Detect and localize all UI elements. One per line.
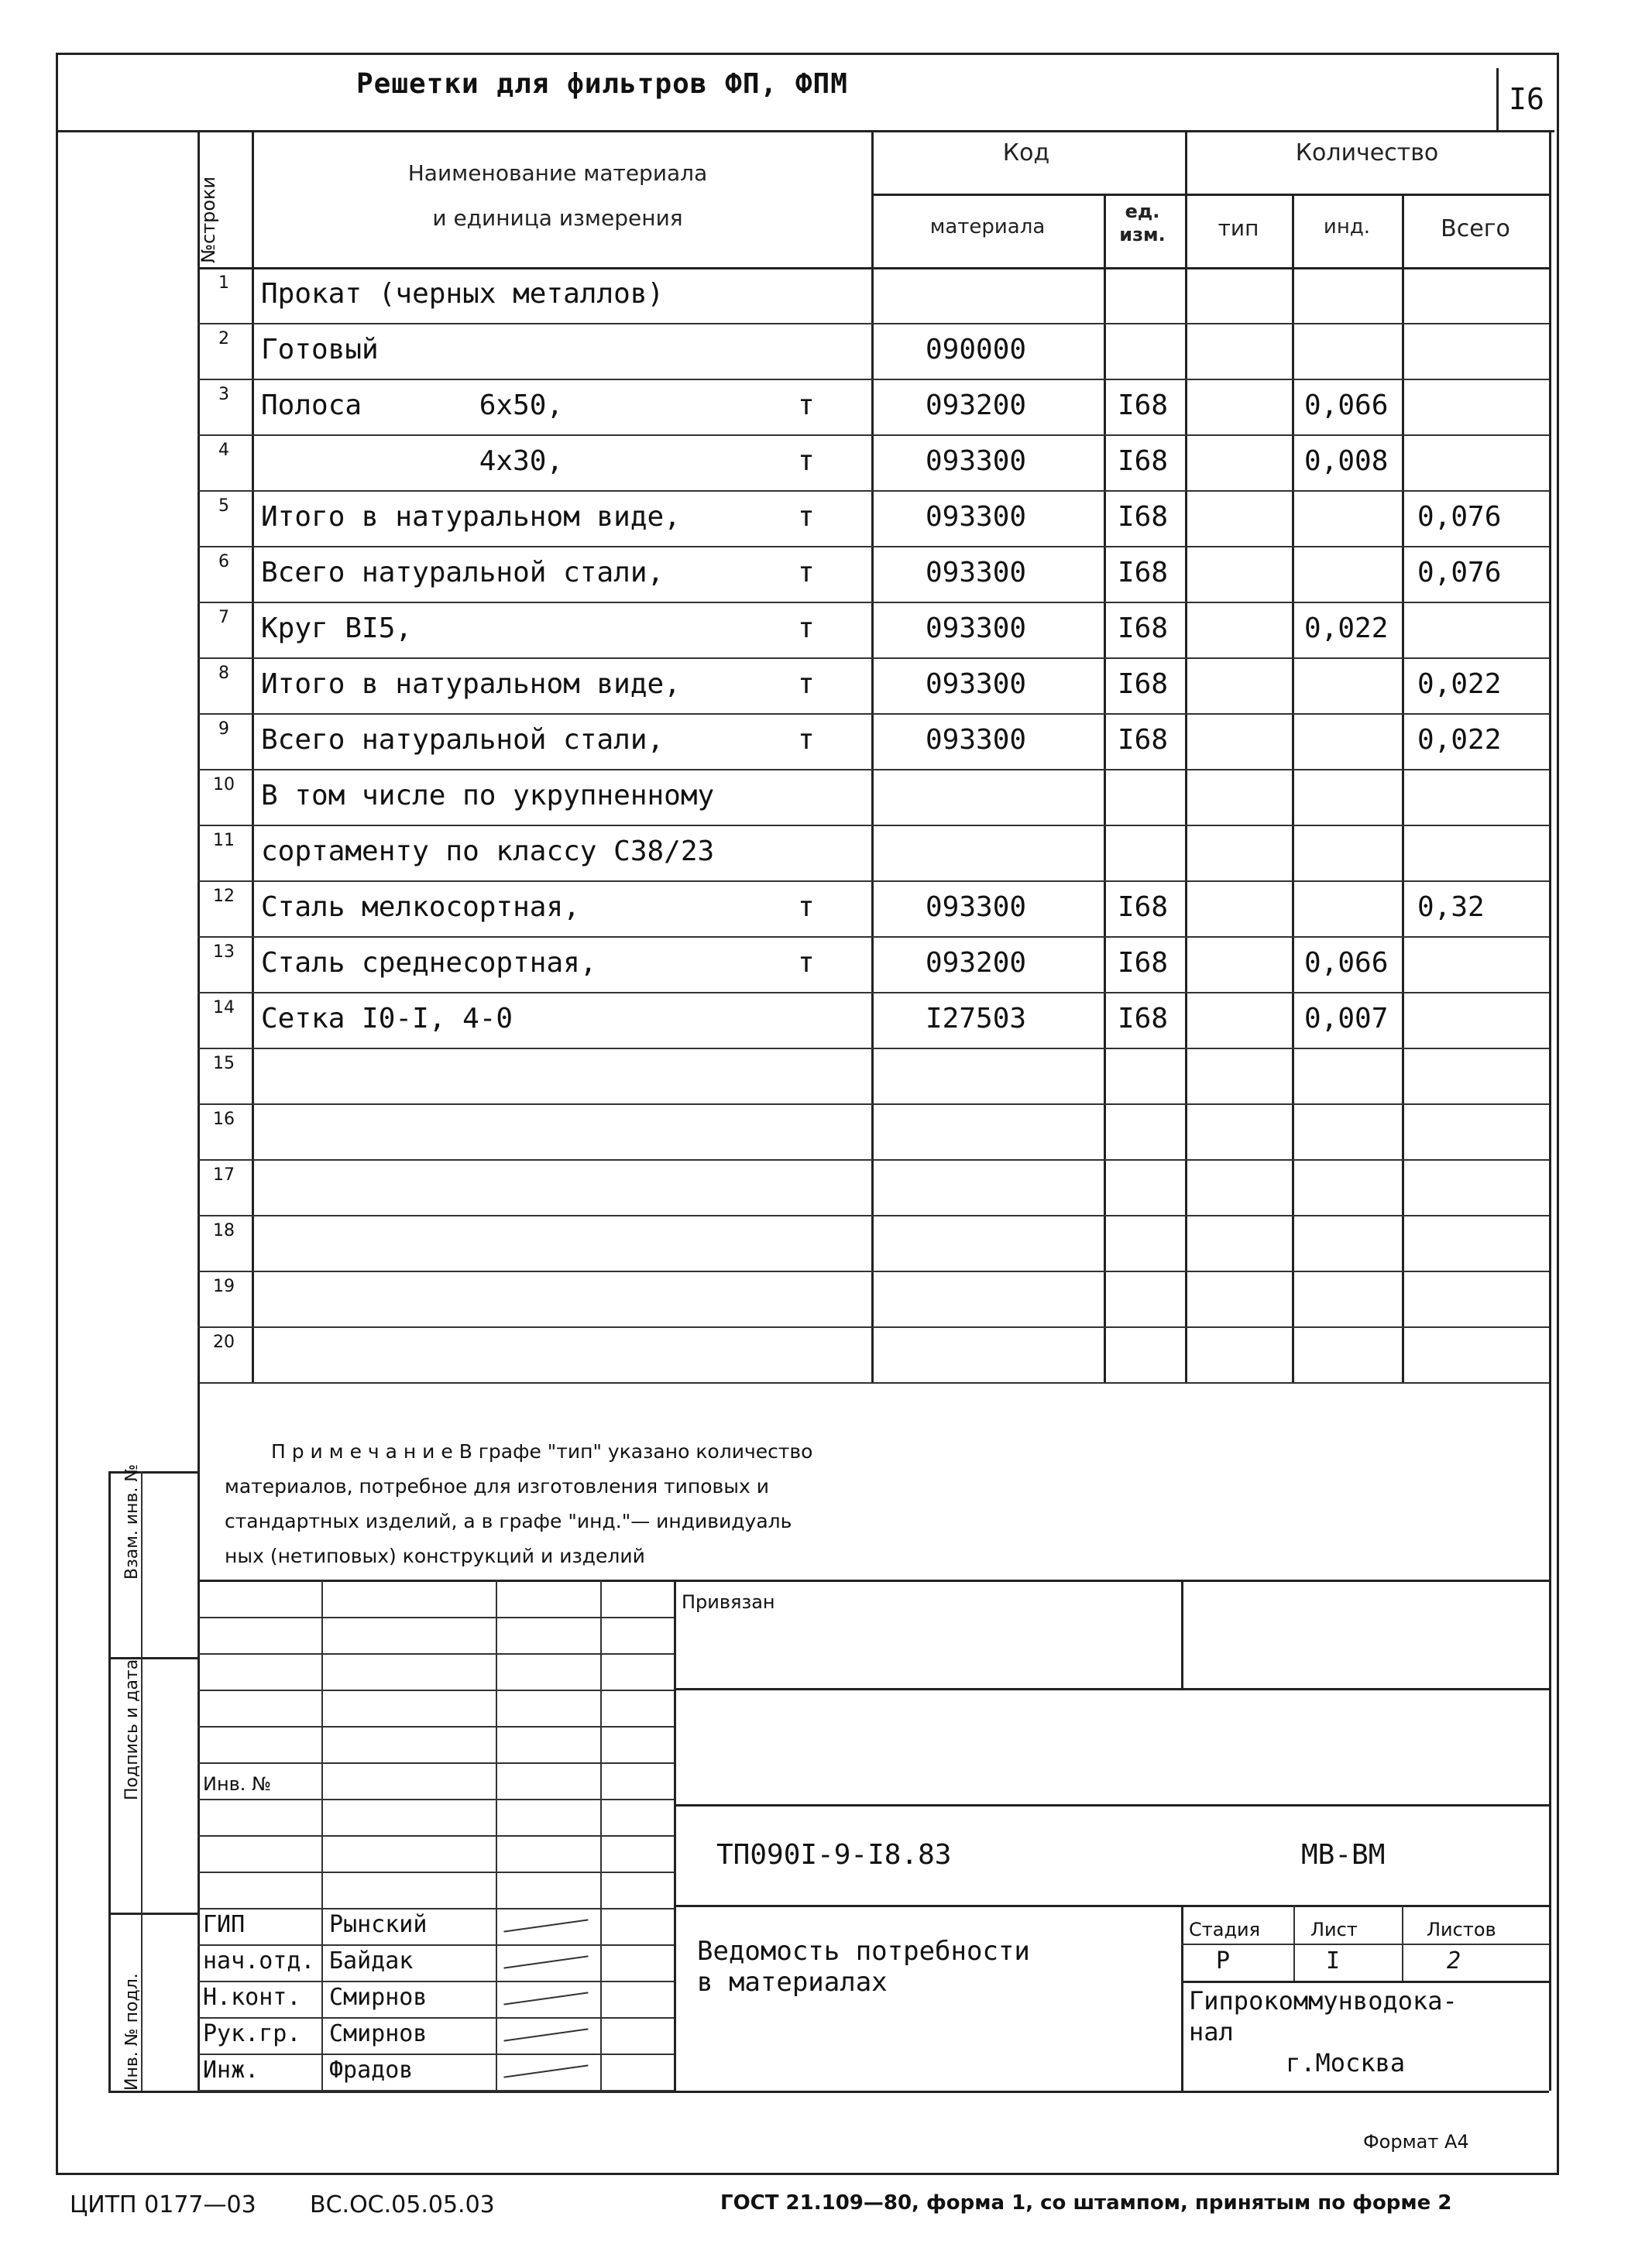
- row-number: 3: [218, 385, 229, 404]
- row-code: I27503: [926, 1003, 1027, 1034]
- table-row: [0, 769, 1628, 825]
- stamp-person-name: Байдак: [329, 1947, 414, 1975]
- row-unit-code: I68: [1118, 445, 1169, 477]
- stamp-sig-row: [197, 1944, 674, 1946]
- header-code: Код: [1002, 139, 1050, 166]
- header-code-material: материала: [929, 215, 1046, 238]
- stamp-person-name: Смирнов: [329, 1984, 428, 2011]
- stamp-doc-title-2: в материалах: [697, 1967, 888, 1998]
- stamp-sig-row: [197, 1835, 674, 1837]
- table-row: [0, 602, 1628, 657]
- row-name: сортаменту по классу С38/23: [261, 835, 715, 867]
- page-number: I6: [1496, 68, 1554, 130]
- row-code: 093200: [926, 947, 1027, 979]
- row-unit: т: [798, 612, 815, 644]
- stamp-sig-row: [197, 1872, 674, 1873]
- stamp-city: г.Москва: [1286, 2048, 1406, 2078]
- row-number: 13: [213, 942, 235, 962]
- row-name: Итого в натуральном виде,: [261, 501, 681, 533]
- row-code: 093200: [926, 389, 1027, 421]
- row-ind: 0,007: [1304, 1003, 1389, 1034]
- table-row: [0, 1103, 1628, 1159]
- grid-row-line: [197, 1382, 1549, 1384]
- table-row: [0, 1159, 1628, 1215]
- row-code: 093300: [926, 724, 1027, 756]
- row-number: 7: [218, 608, 229, 627]
- row-total: 0,076: [1417, 557, 1502, 588]
- footer-format: Формат А4: [1363, 2131, 1469, 2153]
- table-row: [0, 992, 1628, 1048]
- note-line-3: стандартных изделий, а в графе "инд."— индивидуаль: [225, 1510, 792, 1532]
- row-unit: т: [798, 389, 815, 421]
- row-unit: т: [798, 724, 815, 756]
- row-total: 0,022: [1417, 668, 1502, 700]
- stamp-line-a: [674, 1688, 1549, 1690]
- side-label-inv-podl: Инв. № подл.: [122, 1973, 142, 2091]
- footer-right: ГОСТ 21.109—80, форма 1, со штампом, принятым по форме 2: [720, 2191, 1452, 2215]
- table-row: [0, 657, 1628, 713]
- stamp-sig-row: [197, 1617, 674, 1618]
- side-label-podp: Подпись и дата: [122, 1659, 142, 1800]
- stamp-person-role: ГИП: [203, 1911, 246, 1938]
- row-unit-code: I68: [1118, 501, 1169, 533]
- table-row: [0, 936, 1628, 992]
- stamp-sheet-code: МВ-ВМ: [1301, 1839, 1386, 1871]
- row-name: Прокат (черных металлов): [261, 278, 665, 310]
- footer-left: ЦИТП 0177—03: [70, 2191, 256, 2218]
- stamp-sig-row: [197, 1981, 674, 1982]
- table-row: [0, 880, 1628, 936]
- stamp-list-value: I: [1326, 1947, 1341, 1975]
- stamp-doc-code: ТП090I-9-I8.83: [716, 1839, 952, 1871]
- stamp-sig-row: [197, 1726, 674, 1728]
- row-unit-code: I68: [1118, 557, 1169, 588]
- stamp-person-name: Рынский: [329, 1911, 428, 1938]
- stamp-list-label: Лист: [1310, 1919, 1358, 1940]
- side-column-split-2: [108, 1913, 197, 1915]
- stamp-sig-row: [197, 1799, 674, 1800]
- note-line-1: П р и м е ч а н и е В графе "тип" указано количество: [271, 1440, 813, 1463]
- row-unit-code: I68: [1118, 612, 1169, 644]
- stamp-person-name: Смирнов: [329, 2020, 428, 2047]
- header-quantity-ind: инд.: [1323, 215, 1371, 238]
- row-code: 093300: [926, 668, 1027, 700]
- row-number: 1: [218, 273, 229, 293]
- header-material-name: Наименование материала и единица измерения: [407, 160, 708, 231]
- row-code: 093300: [926, 612, 1027, 644]
- row-name: Всего натуральной стали,: [261, 557, 665, 588]
- stamp-stage-header-line: [1181, 1944, 1549, 1945]
- stamp-sig-row: [197, 1690, 674, 1691]
- table-row: [0, 546, 1628, 602]
- row-code: 093300: [926, 891, 1027, 923]
- stamp-stage-bottom-line: [1181, 1981, 1549, 1983]
- row-name: Сталь среднесортная,: [261, 947, 597, 979]
- row-unit: т: [798, 557, 815, 588]
- row-name: 4x30,: [261, 445, 564, 477]
- stamp-line-b: [674, 1804, 1549, 1807]
- row-code: 090000: [926, 334, 1027, 365]
- stamp-privyazan-divider: [1181, 1580, 1183, 1688]
- stamp-stage-divider-1: [1293, 1905, 1295, 1981]
- row-name: Полоса 6x50,: [261, 389, 564, 421]
- row-number: 17: [213, 1165, 235, 1185]
- table-row: [0, 1271, 1628, 1326]
- note-line-4: ных (нетиповых) конструкций и изделий: [225, 1545, 645, 1567]
- table-row: [0, 490, 1628, 546]
- stamp-sig-row: [197, 1762, 674, 1764]
- row-total: 0,022: [1417, 724, 1502, 756]
- row-code: 093300: [926, 557, 1027, 588]
- stamp-sig-row: [197, 1653, 674, 1655]
- note-left-line: [197, 1382, 200, 1580]
- row-name: Круг ВI5,: [261, 612, 413, 644]
- row-unit: т: [798, 947, 815, 979]
- table-row: [0, 267, 1628, 323]
- stamp-stadiya-label: Стадия: [1189, 1919, 1261, 1940]
- stamp-privyazan: Привязан: [682, 1591, 775, 1613]
- table-row: [0, 1215, 1628, 1271]
- row-number: 18: [213, 1221, 235, 1240]
- row-number: 4: [218, 441, 229, 460]
- row-number: 14: [213, 998, 235, 1017]
- row-name: Всего натуральной стали,: [261, 724, 665, 756]
- row-number: 2: [218, 329, 229, 348]
- header-quantity-type: тип: [1218, 215, 1259, 241]
- stamp-person-role: Н.конт.: [203, 1984, 301, 2011]
- row-number: 15: [213, 1054, 235, 1073]
- row-code: 093300: [926, 501, 1027, 533]
- stamp-stage-divider-2: [1402, 1905, 1403, 1981]
- row-ind: 0,008: [1304, 445, 1389, 477]
- row-name: Итого в натуральном виде,: [261, 668, 681, 700]
- note-line-2: материалов, потребное для изготовления типовых и: [225, 1475, 769, 1498]
- stamp-org-1: Гипрокоммунводока-: [1189, 1986, 1458, 2016]
- stamp-right-line: [1549, 1580, 1551, 2091]
- table-row: [0, 379, 1628, 434]
- table-row: [0, 434, 1628, 490]
- stamp-main-divider: [674, 1580, 676, 2091]
- side-column-bottom: [108, 2091, 197, 2093]
- stamp-top-line: [197, 1580, 1549, 1582]
- side-column-left: [108, 1471, 111, 2091]
- row-number: 8: [218, 664, 229, 683]
- row-name: Сетка I0-I, 4-0: [261, 1003, 513, 1034]
- row-code: 093300: [926, 445, 1027, 477]
- row-unit: т: [798, 891, 815, 923]
- header-quantity-total: Всего: [1441, 215, 1510, 242]
- row-total: 0,076: [1417, 501, 1502, 533]
- table-row: [0, 713, 1628, 769]
- row-unit: т: [798, 501, 815, 533]
- header-code-unit: ед. изм.: [1119, 201, 1166, 245]
- stamp-sig-row: [197, 2090, 674, 2091]
- table-row: [0, 825, 1628, 880]
- footer-mid: ВС.ОС.05.05.03: [310, 2191, 495, 2218]
- row-unit-code: I68: [1118, 724, 1169, 756]
- row-unit-code: I68: [1118, 891, 1169, 923]
- row-name: Готовый: [261, 334, 379, 365]
- stamp-org-2: нал: [1189, 2017, 1234, 2047]
- stamp-person-role: Рук.гр.: [203, 2020, 301, 2047]
- row-number: 9: [218, 719, 229, 739]
- row-unit: т: [798, 445, 815, 477]
- stamp-person-name: Фрадов: [329, 2057, 414, 2084]
- stamp-listov-label: Листов: [1427, 1919, 1496, 1940]
- row-total: 0,32: [1417, 891, 1485, 923]
- row-number: 16: [213, 1110, 235, 1129]
- side-label-vzam: Взам. инв. №: [122, 1463, 142, 1580]
- note-right-line: [1549, 1382, 1551, 1580]
- stamp-line-c: [674, 1905, 1549, 1907]
- page-title: Решетки для фильтров ФП, ФПМ: [356, 68, 848, 100]
- row-number: 5: [218, 496, 229, 516]
- table-row: [0, 1048, 1628, 1103]
- title-underline: [56, 130, 1554, 132]
- row-number: 6: [218, 552, 229, 571]
- row-name: В том числе по укрупненному: [261, 780, 715, 811]
- row-number: 12: [213, 887, 235, 906]
- row-ind: 0,066: [1304, 947, 1389, 979]
- stamp-sig-row: [197, 1908, 674, 1909]
- row-unit-code: I68: [1118, 668, 1169, 700]
- stamp-right-block-divider: [1181, 1905, 1183, 2091]
- table-row: [0, 323, 1628, 379]
- stamp-sig-row: [197, 2054, 674, 2055]
- stamp-sig-row: [197, 2017, 674, 2019]
- stamp-stadiya-value: Р: [1216, 1947, 1231, 1975]
- grid-header-mid-line: [871, 194, 1549, 196]
- stamp-doc-title-1: Ведомость потребности: [697, 1936, 1030, 1967]
- row-number: 20: [213, 1333, 235, 1352]
- stamp-inv-no: Инв. №: [203, 1773, 272, 1795]
- stamp-person-role: нач.отд.: [203, 1947, 315, 1975]
- row-number: 10: [213, 775, 235, 794]
- row-ind: 0,066: [1304, 389, 1389, 421]
- row-unit: т: [798, 668, 815, 700]
- row-ind: 0,022: [1304, 612, 1389, 644]
- row-unit-code: I68: [1118, 947, 1169, 979]
- header-row-number: №строки: [197, 176, 219, 263]
- stamp-person-role: Инж.: [203, 2057, 259, 2084]
- row-number: 19: [213, 1277, 235, 1296]
- row-unit-code: I68: [1118, 1003, 1169, 1034]
- stamp-listov-value: 2: [1447, 1947, 1461, 1975]
- row-name: Сталь мелкосортная,: [261, 891, 580, 923]
- row-number: 11: [213, 831, 235, 850]
- table-row: [0, 1326, 1628, 1382]
- header-quantity: Количество: [1295, 139, 1439, 166]
- row-unit-code: I68: [1118, 389, 1169, 421]
